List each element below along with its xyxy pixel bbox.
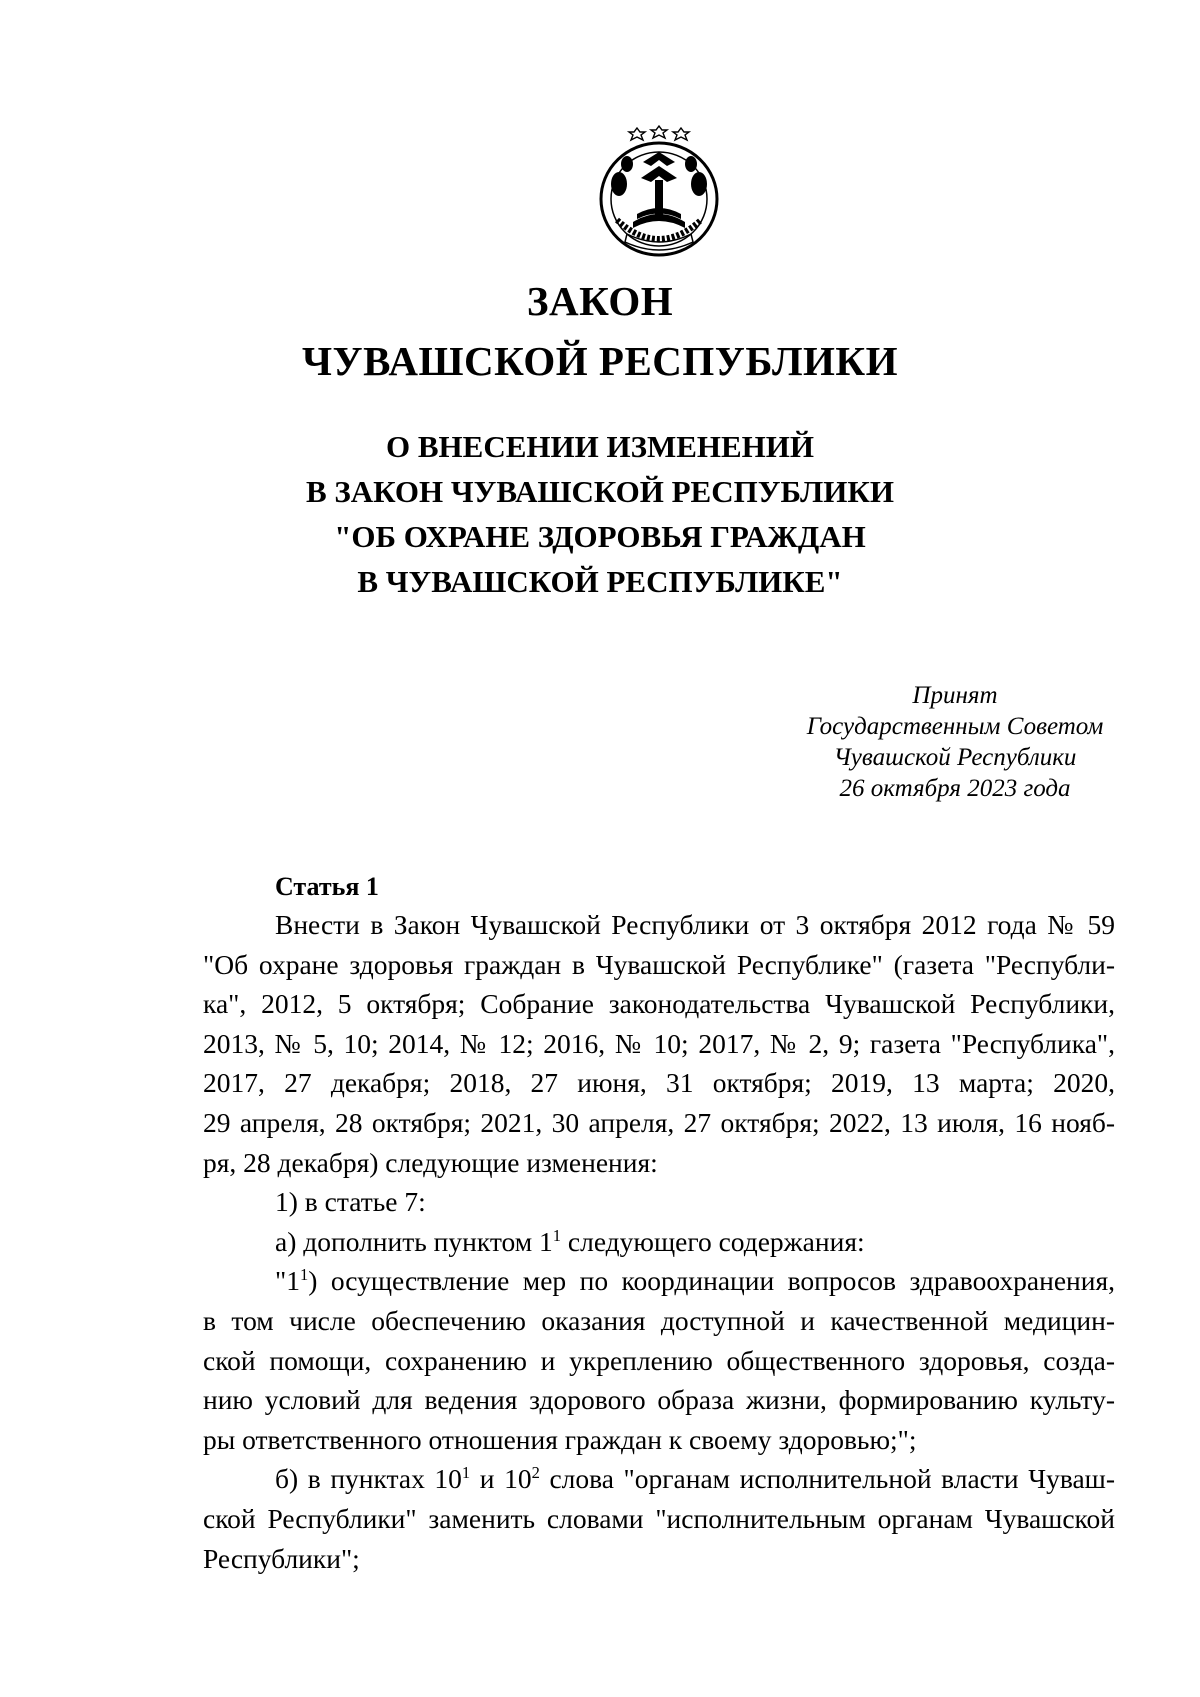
text-run: ) осуществление мер по координации вопросов здравоохранения,: [308, 1265, 1115, 1297]
body-line: 2017, 27 декабря; 2018, 27 июня, 31 октября; 2019, 13 марта; 2020,: [203, 1067, 1115, 1099]
body-line: Внести в Закон Чувашской Республики от 3 октября 2012 года № 59: [275, 909, 1115, 940]
text-run: и 10: [470, 1463, 532, 1495]
body-line: в том числе обеспечению оказания доступной и качественной медицин-: [203, 1304, 1115, 1336]
body-line: 29 апреля, 28 октября; 2021, 30 апреля, 27 октября; 2022, 13 июля, 16 нояб-: [203, 1106, 1115, 1138]
text-run: а) дополнить пунктом 1: [275, 1225, 553, 1257]
body-line: Республики";: [203, 1542, 360, 1574]
sub-item-b: [203, 1459, 1115, 1499]
text-run: "1: [275, 1265, 300, 1297]
superscript: 1: [461, 1463, 471, 1483]
document-subtitle: [0, 424, 1200, 604]
adoption-note: [790, 680, 1120, 804]
subtitle-line: "ОБ ОХРАНЕ ЗДОРОВЬЯ ГРАЖДАН: [334, 519, 866, 554]
text-run: слова "органам исполнительной власти Чуваш-: [539, 1463, 1116, 1495]
subtitle-line: О ВНЕСЕНИИ ИЗМЕНЕНИЙ: [385, 429, 815, 464]
body-line: нию условий для ведения здорового образа жизни, формированию культу-: [203, 1384, 1115, 1416]
subtitle-line: В ЗАКОН ЧУВАШСКОЙ РЕСПУБЛИКИ: [306, 474, 894, 509]
body-line: ря, 28 декабря) следующие изменения:: [203, 1146, 658, 1178]
body-line: ка", 2012, 5 октября; Собрание законодательства Чувашской Республики,: [203, 988, 1115, 1020]
subtitle-line: В ЧУВАШСКОЙ РЕСПУБЛИКЕ": [357, 564, 843, 599]
coat-of-arms-emblem: [597, 122, 721, 257]
superscript: 2: [531, 1463, 540, 1483]
body-line: "Об охране здоровья граждан в Чувашской Республике" (газета "Республи-: [203, 948, 1115, 980]
article-heading: Статья 1: [275, 872, 379, 901]
article-body: [203, 905, 1115, 1578]
superscript: 1: [299, 1265, 309, 1285]
document-title-law: ЗАКОН: [526, 278, 674, 324]
sub-item-a: [203, 1222, 1115, 1262]
adoption-line: Государственным Советом: [806, 713, 1104, 740]
body-line: ской Республики" заменить словами "исполнительным органам Чувашской: [203, 1502, 1115, 1534]
body-line: ской помощи, сохранению и укреплению общественного здоровья, созда-: [203, 1344, 1115, 1376]
body-line: 2013, № 5, 10; 2014, № 12; 2016, № 10; 2017, № 2, 9; газета "Республика",: [203, 1027, 1115, 1059]
text-run: б) в пунктах 10: [275, 1463, 462, 1495]
adoption-line: Чувашской Республики: [833, 744, 1077, 771]
body-line: ры ответственного отношения граждан к своему здоровью;";: [203, 1423, 917, 1455]
text-run: следующего содержания:: [561, 1225, 865, 1257]
adoption-line: Принят: [912, 682, 998, 709]
adoption-date: 26 октября 2023 года: [839, 775, 1071, 802]
list-item-article-7: 1) в статье 7:: [275, 1186, 426, 1218]
document-title-republic: ЧУВАШСКОЙ РЕСПУБЛИКИ: [301, 338, 899, 384]
superscript: 1: [552, 1225, 562, 1245]
quoted-clause-first-line: [203, 1261, 1115, 1301]
